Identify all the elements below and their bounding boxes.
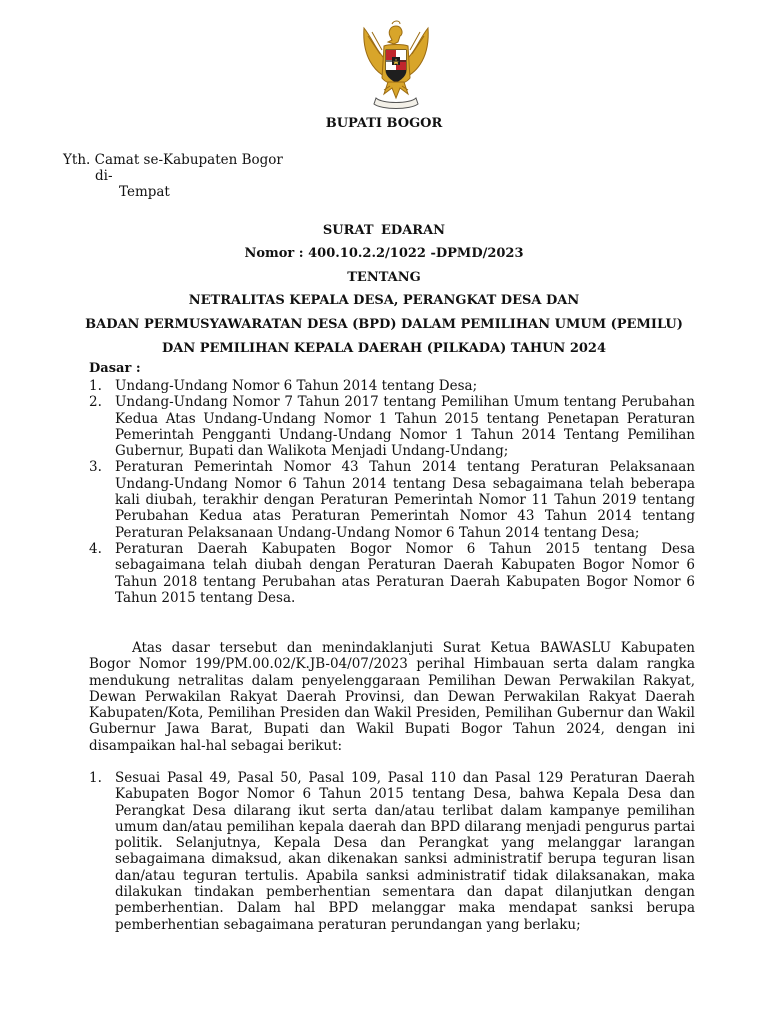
list-item-text: Undang-Undang Nomor 6 Tahun 2014 tentang Desa; [115,378,478,394]
recipient-line: Tempat [119,184,170,200]
list-item [89,394,695,459]
list-item-text: Peraturan Pemerintah Nomor 43 Tahun 2014 tentang Peraturan Pelaksanaan Undang-Undang Nomor 6 Tahun 2014 tentang Desa sebagaimana telah beberapa kali diubah, terakhir dengan Peraturan Pemerintah Nomor 11 Tahun 2019 tentang Perubahan Kedua atas Peraturan Pemerintah Nomor 43 Tahun 2014 tentang Peraturan Pelaksanaan Undang-Undang Nomor 6 Tahun 2014 tentang Desa; [115,459,695,541]
about-label: TENTANG [347,270,421,285]
list-item [89,378,695,394]
list-item [89,541,695,606]
points-list [89,770,695,933]
list-item-number: 4. [89,540,102,557]
letterhead-title: BUPATI BOGOR [325,116,443,131]
dasar-label: Dasar : [89,361,141,376]
list-item-text: Sesuai Pasal 49, Pasal 50, Pasal 109, Pasal 110 dan Pasal 129 Peraturan Daerah Kabupaten Bogor Nomor 6 Tahun 2015 tentang Desa, bahwa Kepala Desa dan Perangkat Desa dilarang ikut serta dan/atau terlibat dalam kampanye pemilihan umum dan/atau pemilihan kepala daerah dan BPD dilarang menjadi pengurus partai politik. Selanjutnya, Kepala Desa dan Perangkat yang melanggar larangan sebagaimana dimaksud, akan dikenakan sanksi administratif berupa teguran lisan dan/atau teguran tertulis. Apabila sanksi administratif tidak dilaksanakan, maka dilakukan tindakan pemberhentian sementara dan dapat dilanjutkan dengan pemberhentian. Dalam hal BPD melanggar maka mendapat sanksi berupa pemberhentian sebagaimana peraturan perundangan yang berlaku; [115,770,695,933]
recipient-line: di- [95,168,113,184]
garuda-emblem-icon [354,20,438,110]
list-item-number: 2. [89,394,102,411]
list-item-number: 3. [89,459,102,476]
intro-paragraph: Atas dasar tersebut dan menindaklanjuti Surat Ketua BAWASLU Kabupaten Bogor Nomor 199/PM.00.02/K.JB-04/07/2023 perihal Himbauan serta dalam rangka mendukung netralitas dalam penyelenggaraan Pemilihan Dewan Perwakilan Rakyat, Dewan Perwakilan Rakyat Daerah Provinsi, dan Dewan Perwakilan Rakyat Daerah Kabupaten/Kota, Pemilihan Presiden dan Wakil Presiden, Pemilihan Gubernur dan Wakil Gubernur Jawa Barat, Bupati dan Wakil Bupati Bogor Tahun 2024, dengan ini disampaikan hal-hal sebagai berikut: [89,640,695,754]
subject-line: BADAN PERMUSYAWARATAN DESA (BPD) DALAM PEMILIHAN UMUM (PEMILU) [85,317,683,332]
document-number: Nomor : 400.10.2.2/1022 -DPMD/2023 [244,246,524,261]
list-item [89,770,695,933]
list-item-number: 1. [89,770,102,786]
list-item-text: Undang-Undang Nomor 7 Tahun 2017 tentang Pemilihan Umum tentang Perubahan Kedua Atas Undang-Undang Nomor 1 Tahun 2015 tentang Penetapan Peraturan Pemerintah Pengganti Undang-Undang Nomor 1 Tahun 2014 Tentang Pemilihan Gubernur, Bupati dan Walikota Menjadi Undang-Undang; [115,394,695,460]
recipient-line: Yth. Camat se-Kabupaten Bogor [63,152,283,168]
list-item-number: 1. [89,378,102,394]
list-item-text: Peraturan Daerah Kabupaten Bogor Nomor 6 Tahun 2015 tentang Desa sebagaimana telah diubah dengan Peraturan Daerah Kabupaten Bogor Nomor 6 Tahun 2018 tentang Perubahan atas Peraturan Daerah Kabupaten Bogor Nomor 6 Tahun 2015 tentang Desa. [115,540,695,606]
dasar-list [89,378,695,606]
document-type: SURAT EDARAN [322,223,446,238]
subject-line: NETRALITAS KEPALA DESA, PERANGKAT DESA DAN [188,293,580,308]
list-item [89,459,695,540]
subject-line: DAN PEMILIHAN KEPALA DAERAH (PILKADA) TAHUN 2024 [161,341,607,356]
